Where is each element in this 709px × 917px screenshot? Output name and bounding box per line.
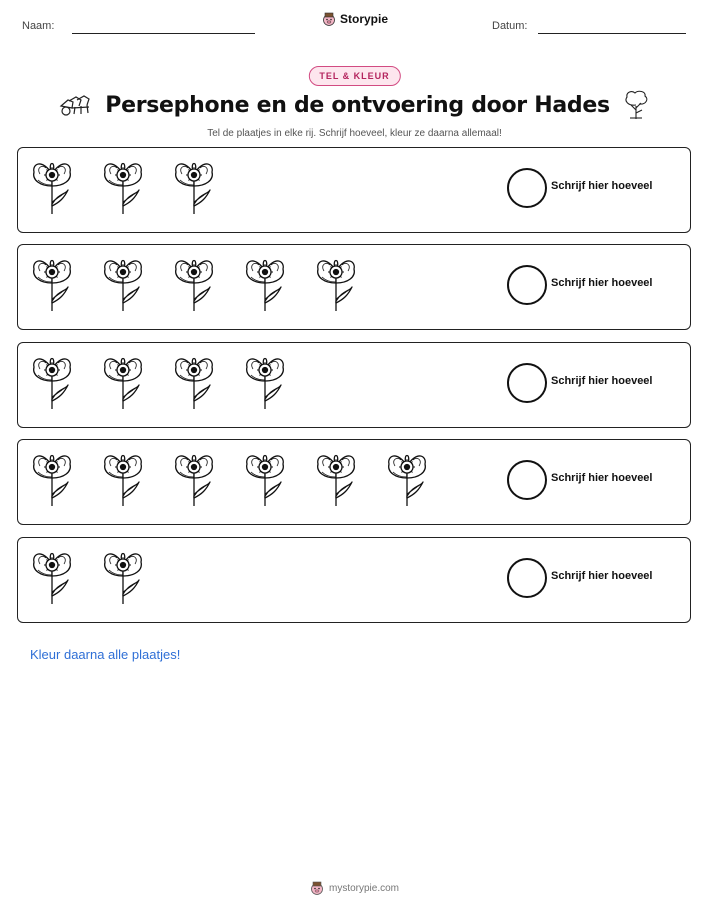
flower-icon bbox=[243, 251, 287, 318]
name-label: Naam: bbox=[22, 20, 55, 32]
footer-url: mystorypie.com bbox=[328, 882, 399, 894]
flower-icon bbox=[101, 349, 145, 416]
counting-row bbox=[17, 147, 691, 233]
answer-circle[interactable] bbox=[507, 363, 547, 403]
brand-logo bbox=[322, 12, 388, 26]
answer-circle[interactable] bbox=[507, 460, 547, 500]
flower-icon bbox=[314, 251, 358, 318]
answer-circle[interactable] bbox=[507, 265, 547, 305]
counting-row bbox=[17, 439, 691, 525]
answer-label: Schrijf hier hoeveel bbox=[551, 472, 653, 484]
tree-icon bbox=[622, 90, 650, 120]
footer bbox=[0, 881, 709, 895]
flower-icon bbox=[314, 446, 358, 513]
flower-group bbox=[30, 446, 429, 513]
flower-icon bbox=[101, 446, 145, 513]
counting-row bbox=[17, 537, 691, 623]
flower-icon bbox=[172, 349, 216, 416]
flower-icon bbox=[30, 251, 74, 318]
answer-label: Schrijf hier hoeveel bbox=[551, 375, 653, 387]
flower-icon bbox=[101, 251, 145, 318]
instructions: Tel de plaatjes in elke rij. Schrijf hoeveel, kleur ze daarna allemaal! bbox=[207, 128, 502, 139]
flower-icon bbox=[243, 446, 287, 513]
flower-icon bbox=[101, 544, 145, 611]
flower-icon bbox=[30, 544, 74, 611]
flower-icon bbox=[30, 446, 74, 513]
page-title: Persephone en de ontvoering door Hades bbox=[105, 92, 610, 118]
activity-badge: TEL & KLEUR bbox=[308, 66, 400, 86]
flower-icon bbox=[385, 446, 429, 513]
answer-circle[interactable] bbox=[507, 558, 547, 598]
flower-icon bbox=[101, 154, 145, 221]
answer-label: Schrijf hier hoeveel bbox=[551, 277, 653, 289]
name-field[interactable] bbox=[72, 33, 255, 34]
pig-icon bbox=[322, 12, 336, 26]
answer-circle[interactable] bbox=[507, 168, 547, 208]
coloring-note: Kleur daarna alle plaatjes! bbox=[30, 647, 181, 662]
flower-icon bbox=[243, 349, 287, 416]
brand-name: Storypie bbox=[340, 12, 389, 26]
flower-group bbox=[30, 349, 287, 416]
flower-icon bbox=[172, 251, 216, 318]
answer-label: Schrijf hier hoeveel bbox=[551, 180, 653, 192]
date-label: Datum: bbox=[492, 20, 528, 32]
flower-icon bbox=[172, 446, 216, 513]
flower-group bbox=[30, 154, 216, 221]
answer-label: Schrijf hier hoeveel bbox=[551, 570, 653, 582]
counting-row bbox=[17, 342, 691, 428]
flower-icon bbox=[172, 154, 216, 221]
flower-icon bbox=[30, 154, 74, 221]
chariot-icon bbox=[59, 94, 93, 116]
date-field[interactable] bbox=[538, 33, 686, 34]
flower-group bbox=[30, 251, 358, 318]
pig-icon bbox=[310, 881, 324, 895]
counting-row bbox=[17, 244, 691, 330]
flower-group bbox=[30, 544, 145, 611]
flower-icon bbox=[30, 349, 74, 416]
title-row bbox=[0, 90, 709, 120]
